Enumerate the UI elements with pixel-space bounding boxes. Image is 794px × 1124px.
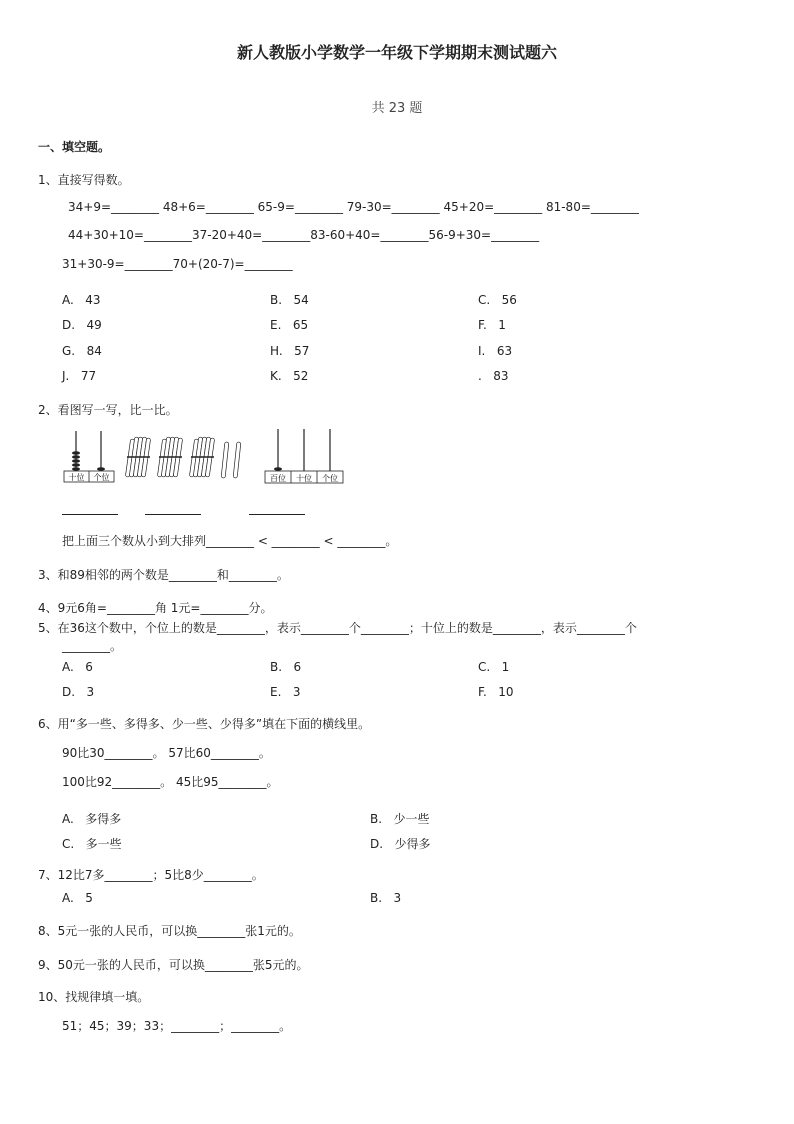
question-3: 3、和89相邻的两个数是________和________。 xyxy=(38,568,289,582)
option: B. 6 xyxy=(270,660,302,674)
question-9: 9、50元一张的人民币，可以换________张5元的。 xyxy=(38,958,309,972)
option: A. 6 xyxy=(62,660,93,674)
question-5-stem-cont: ________。 xyxy=(62,639,123,653)
counting-figure xyxy=(60,425,360,490)
option: D. 3 xyxy=(62,685,95,699)
option: I. 63 xyxy=(478,344,513,358)
question-1-row-1: 34+9=________ 48+6=________ 65-9=________ 79-30=________ 45+20=________ 81-80=________ xyxy=(68,200,639,214)
abacus-hundreds-tens-ones xyxy=(265,429,343,483)
stick-bundles xyxy=(125,437,240,478)
question-4: 4、9元6角=________角 1元=________分。 xyxy=(38,601,273,615)
question-2-stem: 2、看图写一写，比一比。 xyxy=(38,403,178,417)
option: E. 3 xyxy=(270,685,301,699)
question-2-order: 把上面三个数从小到大排列________ < ________ < ________。 xyxy=(62,534,398,548)
option: C. 56 xyxy=(478,293,517,307)
abacus-label: 个位 xyxy=(93,473,110,482)
option: E. 65 xyxy=(270,318,309,332)
option: B. 54 xyxy=(270,293,309,307)
option: A. 多得多 xyxy=(62,812,122,826)
option: F. 10 xyxy=(478,685,514,699)
option: K. 52 xyxy=(270,369,309,383)
option: B. 3 xyxy=(370,891,402,905)
question-1-row-2: 44+30+10=________37-20+40=________83-60+40=________56-9+30=________ xyxy=(68,228,540,242)
option: H. 57 xyxy=(270,344,310,358)
page-title: 新人教版小学数学一年级下学期期末测试题六 xyxy=(236,43,557,62)
question-5-stem: 5、在36这个数中，个位上的数是________，表示________个________；十位上的数是________，表示________个 xyxy=(38,621,637,635)
abacus-label: 十位 xyxy=(296,474,312,483)
question-1-row-3: 31+30-9=________70+(20-7)=________ xyxy=(62,257,293,271)
option: J. 77 xyxy=(62,369,97,383)
option: F. 1 xyxy=(478,318,506,332)
question-10-row: 51；45；39；33；________；________。 xyxy=(62,1019,292,1033)
option: A. 43 xyxy=(62,293,101,307)
answer-blank[interactable] xyxy=(249,514,305,515)
question-6-row-1: 90比30________。 57比60________。 xyxy=(62,746,271,760)
question-10-stem: 10、找规律填一填。 xyxy=(38,990,150,1004)
answer-blank[interactable] xyxy=(145,514,201,515)
option: D. 少得多 xyxy=(370,837,431,851)
abacus-tens-ones xyxy=(64,431,114,482)
question-6-row-2: 100比92________。 45比95________。 xyxy=(62,775,279,789)
section-heading: 一、填空题。 xyxy=(38,140,111,154)
abacus-label: 十位 xyxy=(68,473,85,482)
option: . 83 xyxy=(478,369,509,383)
option: C. 多一些 xyxy=(62,837,122,851)
answer-blank[interactable] xyxy=(62,514,118,515)
question-8: 8、5元一张的人民币，可以换________张1元的。 xyxy=(38,924,301,938)
option: A. 5 xyxy=(62,891,93,905)
option: B. 少一些 xyxy=(370,812,430,826)
abacus-label: 个位 xyxy=(322,474,338,483)
abacus-label: 百位 xyxy=(270,474,286,483)
question-6-stem: 6、用“多一些、多得多、少一些、少得多”填在下面的横线里。 xyxy=(38,717,371,731)
option: C. 1 xyxy=(478,660,510,674)
option: G. 84 xyxy=(62,344,102,358)
question-1-stem: 1、直接写得数。 xyxy=(38,173,130,187)
question-7-stem: 7、12比7多________；5比8少________。 xyxy=(38,868,264,882)
option: D. 49 xyxy=(62,318,102,332)
question-count: 共 23 题 xyxy=(371,101,423,116)
